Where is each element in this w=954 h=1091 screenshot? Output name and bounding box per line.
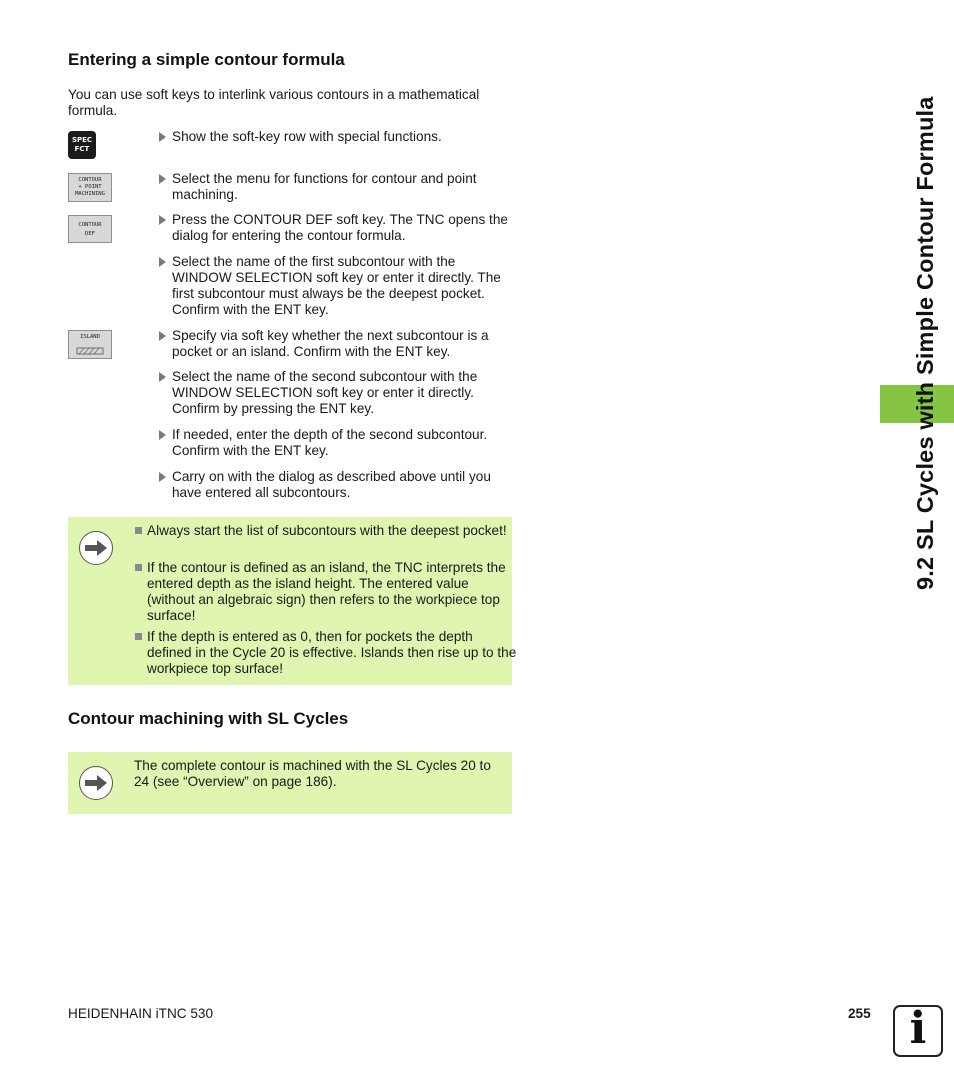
softkey-label: DEF [85, 231, 95, 237]
square-bullet-icon [135, 564, 142, 571]
contour-def-softkey[interactable] [68, 215, 112, 243]
spec-fct-label-2: FCT [74, 145, 90, 153]
note-text: The complete contour is machined with the SL Cycles 20 to 24 (see “Overview” on page 186). [134, 758, 491, 789]
softkey-label: + POINT [78, 184, 102, 190]
triangle-bullet-icon [159, 174, 166, 184]
note-box-machining [68, 752, 512, 814]
step-text: Specify via soft key whether the next subcontour is a pocket or an island. Confirm with the ENT key. [172, 328, 489, 359]
note-bullet-text: If the contour is defined as an island, the TNC interprets the entered depth as the island height. The entered value (without an algebraic sign) then refers to the workpiece top surface! [147, 560, 506, 623]
step-item [159, 469, 517, 501]
section-heading-contour-formula: Entering a simple contour formula [68, 50, 345, 69]
step-text: Select the name of the first subcontour with the WINDOW SELECTION soft key or enter it directly. The first subcontour must always be the deepest pocket. Confirm with the ENT key. [172, 254, 501, 317]
note-bullet [135, 629, 517, 677]
arrow-right-icon [79, 531, 113, 565]
arrow-right-icon [79, 766, 113, 800]
section-heading-sl-cycles: Contour machining with SL Cycles [68, 709, 349, 728]
spec-fct-label-1: SPEC [71, 136, 93, 144]
note-bullet [135, 560, 517, 624]
softkey-label: CONTOUR [78, 222, 102, 228]
step-item [159, 369, 507, 417]
square-bullet-icon [135, 527, 142, 534]
island-hatch-icon [75, 343, 105, 355]
chapter-title: 9.2 SL Cycles with Simple Contour Formula [912, 96, 938, 590]
step-text: Carry on with the dialog as described above until you have entered all subcontours. [172, 469, 491, 500]
square-bullet-icon [135, 633, 142, 640]
page-number: 255 [848, 1006, 871, 1021]
step-text: If needed, enter the depth of the second subcontour. Confirm with the ENT key. [172, 427, 488, 458]
softkey-label: MACHINING [75, 191, 105, 197]
step-item [159, 212, 512, 244]
softkey-label: CONTOUR [78, 177, 102, 183]
step-item [159, 328, 514, 360]
step-text: Select the name of the second subcontour with the WINDOW SELECTION soft key or enter it directly. Confirm by pressing the ENT key. [172, 369, 478, 416]
triangle-bullet-icon [159, 372, 166, 382]
step-item [159, 254, 507, 318]
step-item [159, 427, 517, 459]
triangle-bullet-icon [159, 472, 166, 482]
note-bullet [135, 523, 517, 539]
softkey-label: ISLAND [80, 334, 100, 340]
footer-product: HEIDENHAIN iTNC 530 [68, 1006, 214, 1021]
info-icon-letter: i [909, 1003, 927, 1054]
triangle-bullet-icon [159, 430, 166, 440]
step-text: Press the CONTOUR DEF soft key. The TNC opens the dialog for entering the contour formula. [172, 212, 508, 243]
triangle-bullet-icon [159, 257, 166, 267]
note-bullet-text: Always start the list of subcontours with the deepest pocket! [147, 523, 507, 538]
island-softkey[interactable] [68, 330, 112, 359]
note-box-depth [68, 517, 517, 685]
step-text: Select the menu for functions for contour and point machining. [172, 171, 477, 202]
spec-fct-softkey[interactable] [68, 131, 96, 159]
contour-point-machining-softkey[interactable] [68, 173, 112, 202]
note-bullet-text: If the depth is entered as 0, then for pockets the depth defined in the Cycle 20 is effective. Islands then rise up to the workpiece top surface! [147, 629, 517, 676]
intro-paragraph: You can use soft keys to interlink various contours in a mathematical formula. [68, 87, 480, 118]
triangle-bullet-icon [159, 331, 166, 341]
step-item [159, 129, 527, 145]
triangle-bullet-icon [159, 132, 166, 142]
triangle-bullet-icon [159, 215, 166, 225]
step-text: Show the soft-key row with special functions. [172, 129, 442, 144]
step-item [159, 171, 512, 203]
info-icon [893, 1005, 943, 1057]
